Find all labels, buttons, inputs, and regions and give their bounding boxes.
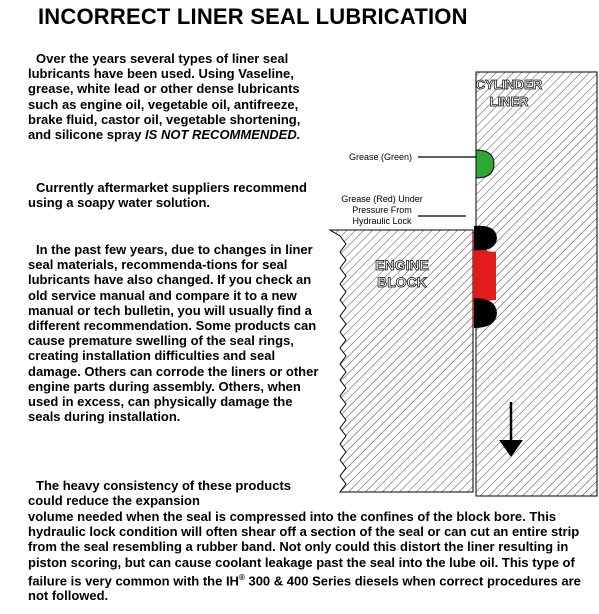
grease-green-label: Grease (Green): [348, 152, 412, 162]
paragraph-consistency-cont-text: volume needed when the seal is compressed into the confines of the block bore. This hydraulic lock condition will often shear off a section of the seal or can cut an entire strip from the seal resembling a rubber band. Not only could this distort the liner resulting in piston scoring, but can cause coolant leakage past the seal into the lube oil. This type of failure is very common with the IH: [28, 509, 580, 589]
block-label-line1: ENGINE: [375, 257, 429, 273]
paragraph-consistency-start-text: The heavy consistency of these products could reduce the expansion: [28, 478, 292, 509]
liner-label-line1: CYLINDER: [475, 77, 543, 92]
registered-mark: ®: [238, 572, 245, 582]
grease-red-label-line1: Grease (Red) Under: [341, 194, 423, 204]
paragraph-lubricants-text: Over the years several types of liner seal lubricants have been used. Using Vaseline, grease, white lead or other dense lubricants such as engine oil, vegetable oil, antifreeze, brake fluid, castor oil, vegetable shortening, and silicone spray: [28, 51, 301, 143]
paragraph-changes-text: In the past few years, due to changes in liner seal materials, recommenda-tions for seal lubricants have also changed. If you check an old service manual and compare it to a new manual or tech bulletin, you will usually find a different recommendation. Some products can cause premature swelling of the seal rings, creating installation difficulties and seal damage. Others can corrode the liners or other engine parts during assembly. Others, when used in excess, can physically damage the seals during installation.: [28, 242, 319, 425]
page-title: INCORRECT LINER SEAL LUBRICATION: [38, 4, 468, 29]
red-grease-pocket: [473, 250, 496, 302]
grease-red-label-line2: Pressure From: [352, 205, 412, 215]
grease-red-label-line3: Hydraulic Lock: [352, 216, 412, 226]
paragraph-soapy-water-text: Currently aftermarket suppliers recommend using a soapy water solution.: [28, 180, 307, 211]
liner-label-line2: LINER: [489, 94, 529, 109]
not-recommended-emphasis: IS NOT RECOMMENDED.: [145, 127, 301, 143]
block-label-line2: BLOCK: [377, 274, 427, 290]
paragraph-consistency-end-text: 300 & 400 Series diesels when correct procedures are not followed.: [28, 573, 581, 604]
